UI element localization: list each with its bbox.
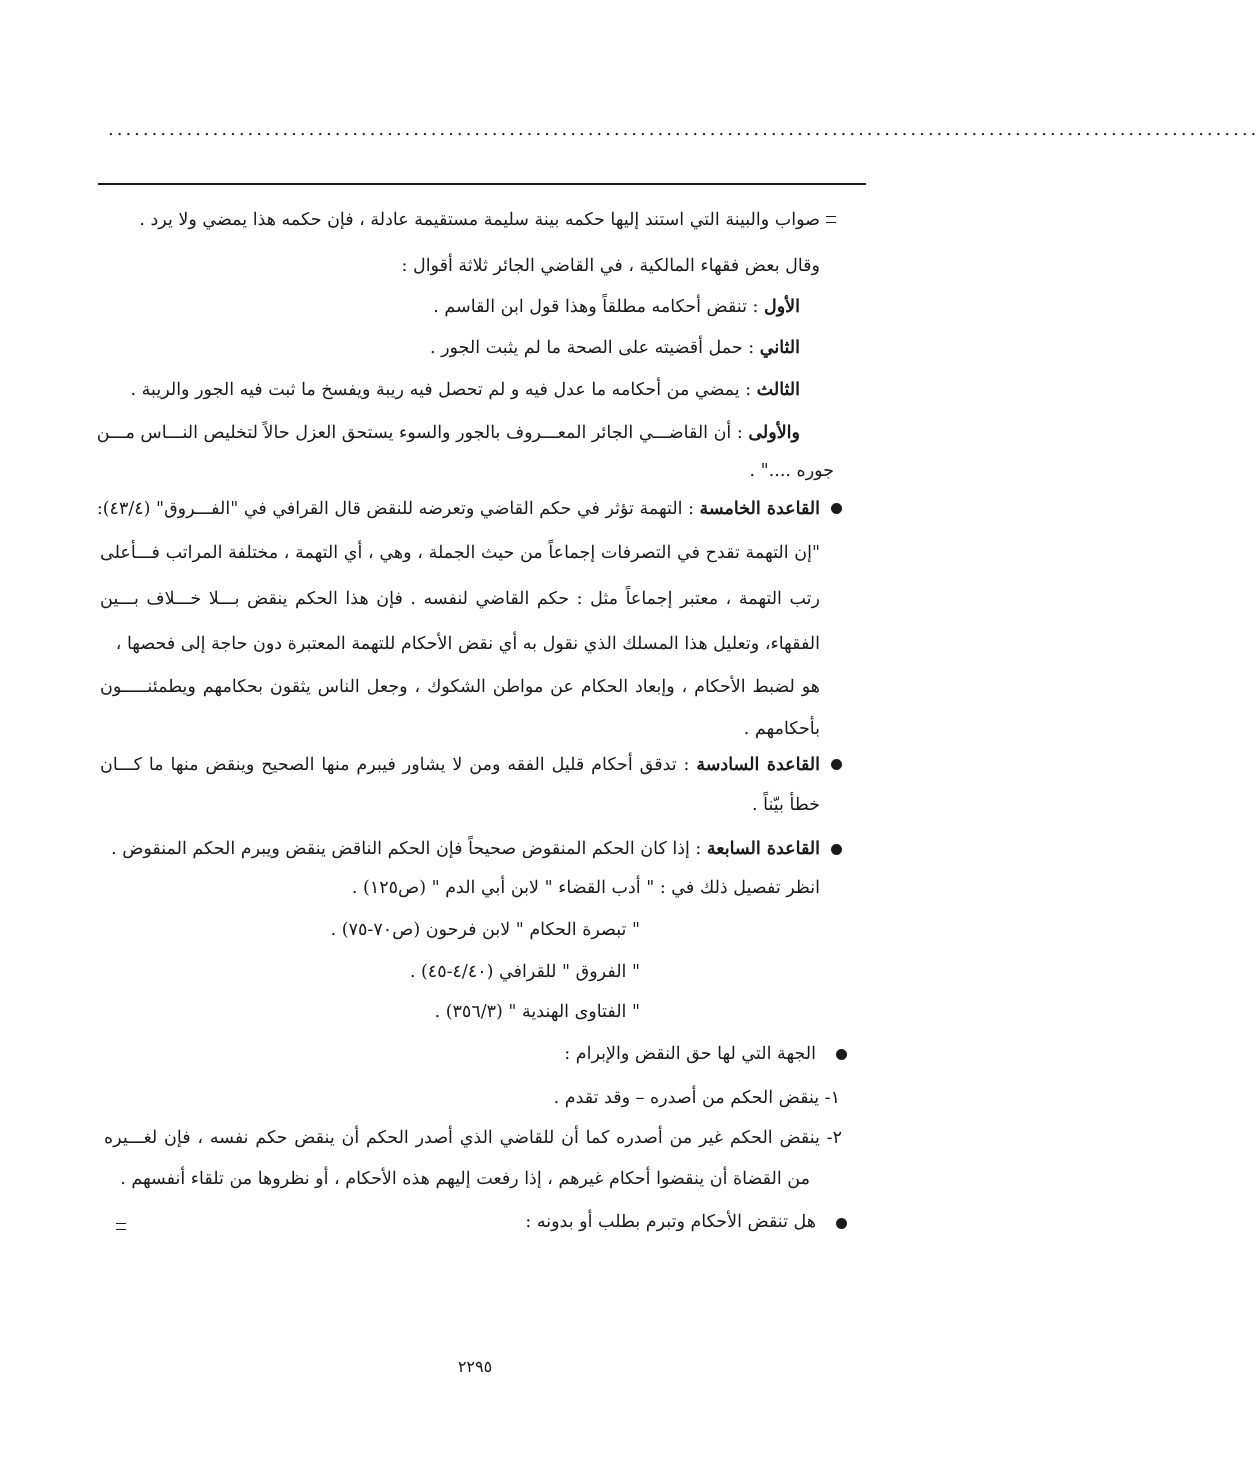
preferred-opinion-label: والأولى [748, 423, 800, 443]
rule-7-bullet-icon [831, 844, 842, 855]
rule-5-line-1 [96, 494, 820, 524]
rule-7-reference-1: " تبصرة الحكام " لابن فرحون (ص٧٠-٧٥) . [330, 920, 640, 940]
preferred-opinion-text: : أن القاضـــي الجائر المعـــروف بالجور والسوء يستحق العزل حالاً لتخليص النـــاس مـــن [96, 423, 749, 443]
question-bullet-icon [836, 1218, 847, 1229]
authority-heading: الجهة التي لها حق النقض والإبرام : [564, 1044, 816, 1064]
opinion-third-text: : يمضي من أحكامه ما عدل فيه و لم تحصل فيه ريبة ويفسخ ما ثبت فيه الجور والريبة . [130, 380, 757, 400]
opinion-first-label: الأول [763, 297, 800, 317]
continuation-marker-icon [826, 216, 836, 223]
rule-7-reference-3: " الفتاوى الهندية " (٣٥٦/٣) . [434, 1002, 640, 1022]
rule-5-label: القاعدة الخامسة [699, 499, 820, 519]
header-rule [98, 183, 866, 185]
continuation-line-1: صواب والبينة التي استند إليها حكمه بينة سليمة مستقيمة عادلة ، فإن حكمه هذا يمضي ولا يرد . [139, 210, 820, 230]
continuation-next-marker-icon [116, 1223, 126, 1230]
rule-7-text: : إذا كان الحكم المنقوض صحيحاً فإن الحكم الناقض ينقض ويبرم الحكم المنقوض . [111, 839, 707, 859]
continuation-line-2: وقال بعض فقهاء المالكية ، في القاضي الجائر ثلاثة أقوال : [401, 256, 820, 276]
opinion-first-text: : تنقض أحكامه مطلقاً وهذا قول ابن القاسم . [433, 297, 764, 317]
rule-5-intro: : التهمة تؤثر في حكم القاضي وتعرضه للنقض قال القرافي في "الفـــروق" (٤٣/٤): [96, 499, 700, 519]
authority-item-1: ١- ينقض الحكم من أصدره – وقد تقدم . [553, 1088, 840, 1108]
authority-bullet-icon [836, 1049, 847, 1060]
rule-5-line-4: الفقهاء، وتعليل هذا المسلك الذي نقول به أي نقض الأحكام للتهمة المعتبرة دون حاجة إلى فحصها ، [115, 634, 820, 654]
authority-item-2-line-2: من القضاة أن ينقضوا أحكام غيرهم ، إذا رفعت إليهم هذه الأحكام ، أو نظروها من تلقاء أنفسهم . [120, 1169, 810, 1189]
rule-6-line-1 [100, 750, 820, 780]
rule-7-label: القاعدة السابعة [706, 839, 820, 859]
rule-6-text: : تدقق أحكام قليل الفقه ومن لا يشاور فيبرم منها الصحيح وينقض منها ما كـــان [100, 755, 697, 775]
opinion-first [130, 292, 800, 322]
rule-6-bullet-icon [831, 759, 842, 770]
opinion-second-text: : حمل أقضيته على الصحة ما لم يثبت الجور . [429, 338, 760, 358]
opinion-second [130, 333, 800, 363]
rule-7-references-intro: انظر تفصيل ذلك في : " أدب القضاء " لابن أبي الدم " (ص١٢٥) . [351, 878, 820, 898]
preferred-opinion [98, 418, 800, 448]
authority-item-2-line-1: ٢- ينقض الحكم غير من أصدره كما أن للقاضي الذي أصدر الحكم أن ينقض حكم نفسه ، فإن لغـــيره [104, 1128, 842, 1148]
dotted-separator: .................................................................................................................................... [108, 119, 1259, 140]
rule-5-line-3: رتب التهمة ، معتبر إجماعاً مثل : حكم القاضي لنفسه . فإن هذا الحكم ينقض بـــلا خـــلاف بـــين [100, 589, 820, 609]
rule-6-label: القاعدة السادسة [696, 755, 820, 775]
opinion-third [100, 375, 800, 405]
rule-7-reference-2: " الفروق " للقرافي (٤/٤٠-٤٥) . [409, 962, 640, 982]
rule-5-line-5: هو لضبط الأحكام ، وإبعاد الحكام عن مواطن الشكوك ، وجعل الناس يثقون بحكامهم ويطمئنـــــون [100, 677, 820, 697]
rule-5-line-6: بأحكامهم . [743, 719, 820, 739]
rule-5-bullet-icon [831, 503, 842, 514]
rule-7-line-1 [111, 834, 820, 864]
opinion-second-label: الثاني [759, 338, 800, 358]
preferred-opinion-end: جوره ...." . [749, 461, 834, 481]
opinion-third-label: الثالث [756, 380, 800, 400]
rule-6-line-2: خطأ بيّناً . [752, 795, 820, 815]
rule-5-line-2: "إن التهمة تقدح في التصرفات إجماعاً من حيث الجملة ، وهي ، أي التهمة ، مختلفة المراتب فـــأعلى [100, 543, 820, 563]
page-number: ٢٢٩٥ [457, 1357, 493, 1376]
question-heading: هل تنقض الأحكام وتبرم بطلب أو بدونه : [525, 1212, 816, 1232]
